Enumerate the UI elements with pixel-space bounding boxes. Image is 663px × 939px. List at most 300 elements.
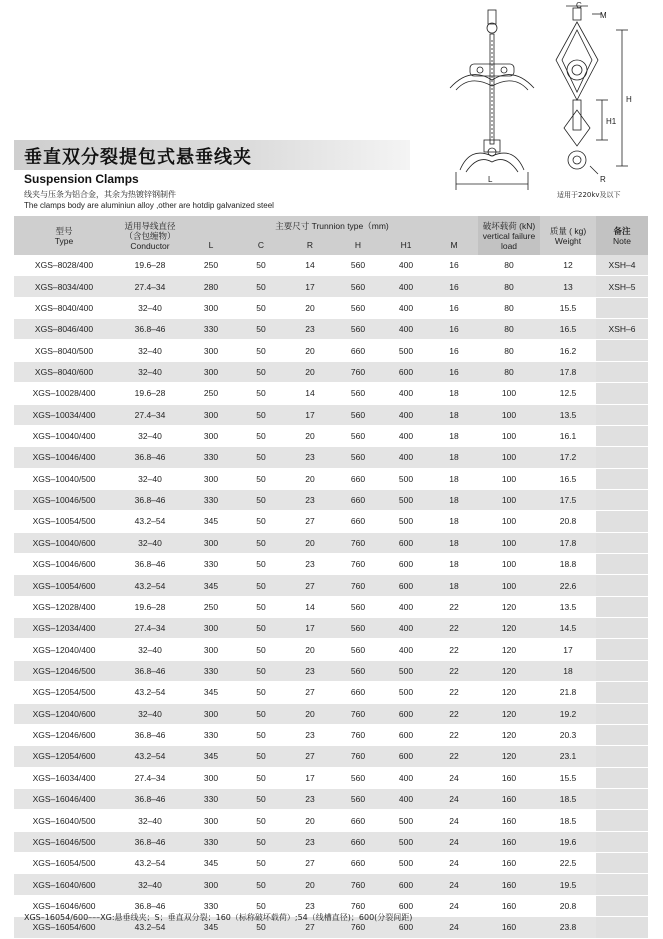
cell-h1: 400 bbox=[382, 767, 430, 788]
dim-label-c: C bbox=[576, 1, 582, 10]
cell-h: 760 bbox=[334, 724, 382, 745]
cell-m: 22 bbox=[430, 703, 478, 724]
cell-c: 50 bbox=[236, 532, 286, 553]
table-row bbox=[14, 831, 648, 852]
cell-h: 760 bbox=[334, 746, 382, 767]
cell-type: XGS–16034/400 bbox=[14, 767, 114, 788]
cell-conductor: 43.2–54 bbox=[114, 917, 186, 938]
cell-l: 330 bbox=[186, 554, 236, 575]
table-row bbox=[14, 618, 648, 639]
cell-m: 24 bbox=[430, 767, 478, 788]
cell-note bbox=[596, 874, 648, 895]
cell-type: XGS–10054/500 bbox=[14, 511, 114, 532]
cell-l: 300 bbox=[186, 703, 236, 724]
cell-h: 560 bbox=[334, 319, 382, 340]
cell-m: 24 bbox=[430, 874, 478, 895]
cell-r: 27 bbox=[286, 746, 334, 767]
cell-type: XGS–8034/400 bbox=[14, 276, 114, 297]
cell-note bbox=[596, 596, 648, 617]
cell-h: 560 bbox=[334, 660, 382, 681]
cell-l: 330 bbox=[186, 788, 236, 809]
cell-c: 50 bbox=[236, 361, 286, 382]
cell-r: 20 bbox=[286, 297, 334, 318]
cell-weight: 17.8 bbox=[540, 361, 596, 382]
cell-c: 50 bbox=[236, 831, 286, 852]
cell-m: 18 bbox=[430, 532, 478, 553]
cell-m: 18 bbox=[430, 447, 478, 468]
cell-type: XGS–8028/400 bbox=[14, 255, 114, 276]
cell-conductor: 32–40 bbox=[114, 810, 186, 831]
table-row bbox=[14, 511, 648, 532]
cell-r: 23 bbox=[286, 724, 334, 745]
cell-type: XGS–16046/600 bbox=[14, 895, 114, 916]
cell-m: 18 bbox=[430, 575, 478, 596]
cell-h: 660 bbox=[334, 340, 382, 361]
cell-load: 100 bbox=[478, 575, 540, 596]
cell-load: 160 bbox=[478, 767, 540, 788]
dim-label-m: M bbox=[600, 11, 607, 20]
header-type: 型号 Type bbox=[14, 216, 114, 255]
cell-weight: 12 bbox=[540, 255, 596, 276]
cell-note bbox=[596, 511, 648, 532]
cell-load: 160 bbox=[478, 853, 540, 874]
cell-h: 560 bbox=[334, 383, 382, 404]
cell-l: 300 bbox=[186, 810, 236, 831]
cell-type: XGS–16054/600 bbox=[14, 917, 114, 938]
cell-load: 100 bbox=[478, 404, 540, 425]
header-weight: 质量 ( kg) Weight bbox=[540, 216, 596, 255]
cell-m: 16 bbox=[430, 319, 478, 340]
cell-note bbox=[596, 575, 648, 596]
cell-m: 24 bbox=[430, 853, 478, 874]
cell-weight: 16.2 bbox=[540, 340, 596, 361]
cell-c: 50 bbox=[236, 404, 286, 425]
cell-type: XGS–10054/600 bbox=[14, 575, 114, 596]
cell-note bbox=[596, 746, 648, 767]
cell-conductor: 36.8–46 bbox=[114, 447, 186, 468]
cell-l: 330 bbox=[186, 319, 236, 340]
cell-l: 345 bbox=[186, 575, 236, 596]
cell-m: 18 bbox=[430, 404, 478, 425]
table-row bbox=[14, 682, 648, 703]
cell-m: 24 bbox=[430, 810, 478, 831]
table-row bbox=[14, 853, 648, 874]
table-row bbox=[14, 724, 648, 745]
cell-type: XGS–10046/400 bbox=[14, 447, 114, 468]
cell-note bbox=[596, 767, 648, 788]
cell-r: 20 bbox=[286, 361, 334, 382]
cell-type: XGS–8046/400 bbox=[14, 319, 114, 340]
cell-conductor: 43.2–54 bbox=[114, 575, 186, 596]
cell-conductor: 36.8–46 bbox=[114, 660, 186, 681]
cell-r: 23 bbox=[286, 831, 334, 852]
cell-l: 300 bbox=[186, 297, 236, 318]
cell-c: 50 bbox=[236, 297, 286, 318]
cell-h: 560 bbox=[334, 788, 382, 809]
cell-conductor: 32–40 bbox=[114, 874, 186, 895]
cell-h: 760 bbox=[334, 554, 382, 575]
cell-conductor: 36.8–46 bbox=[114, 319, 186, 340]
cell-h1: 400 bbox=[382, 404, 430, 425]
cell-load: 120 bbox=[478, 618, 540, 639]
cell-conductor: 27.4–34 bbox=[114, 767, 186, 788]
cell-h1: 600 bbox=[382, 874, 430, 895]
cell-c: 50 bbox=[236, 895, 286, 916]
cell-r: 23 bbox=[286, 788, 334, 809]
cell-h1: 500 bbox=[382, 810, 430, 831]
cell-h: 560 bbox=[334, 767, 382, 788]
cell-conductor: 43.2–54 bbox=[114, 746, 186, 767]
table-row bbox=[14, 703, 648, 724]
cell-c: 50 bbox=[236, 425, 286, 446]
cell-h1: 600 bbox=[382, 575, 430, 596]
cell-load: 100 bbox=[478, 468, 540, 489]
cell-m: 22 bbox=[430, 639, 478, 660]
cell-r: 27 bbox=[286, 853, 334, 874]
cell-weight: 20.8 bbox=[540, 895, 596, 916]
cell-weight: 13.5 bbox=[540, 596, 596, 617]
cell-weight: 17.8 bbox=[540, 532, 596, 553]
cell-m: 22 bbox=[430, 660, 478, 681]
cell-m: 22 bbox=[430, 682, 478, 703]
cell-h: 760 bbox=[334, 874, 382, 895]
table-row bbox=[14, 489, 648, 510]
cell-weight: 19.2 bbox=[540, 703, 596, 724]
cell-h: 760 bbox=[334, 532, 382, 553]
cell-r: 20 bbox=[286, 810, 334, 831]
cell-type: XGS–8040/400 bbox=[14, 297, 114, 318]
cell-m: 18 bbox=[430, 554, 478, 575]
cell-load: 160 bbox=[478, 895, 540, 916]
cell-h: 660 bbox=[334, 511, 382, 532]
cell-weight: 20.8 bbox=[540, 511, 596, 532]
table-row bbox=[14, 319, 648, 340]
cell-conductor: 43.2–54 bbox=[114, 511, 186, 532]
cell-note bbox=[596, 383, 648, 404]
cell-c: 50 bbox=[236, 660, 286, 681]
cell-h1: 400 bbox=[382, 319, 430, 340]
cell-h1: 400 bbox=[382, 297, 430, 318]
cell-c: 50 bbox=[236, 703, 286, 724]
cell-load: 100 bbox=[478, 532, 540, 553]
cell-h1: 400 bbox=[382, 788, 430, 809]
cell-load: 120 bbox=[478, 639, 540, 660]
dim-label-r: R bbox=[600, 175, 606, 184]
cell-l: 330 bbox=[186, 489, 236, 510]
cell-note bbox=[596, 660, 648, 681]
cell-m: 18 bbox=[430, 425, 478, 446]
cell-r: 27 bbox=[286, 682, 334, 703]
cell-c: 50 bbox=[236, 767, 286, 788]
cell-conductor: 36.8–46 bbox=[114, 788, 186, 809]
cell-l: 345 bbox=[186, 853, 236, 874]
table-row bbox=[14, 404, 648, 425]
cell-weight: 18.5 bbox=[540, 810, 596, 831]
header-m: M bbox=[430, 235, 478, 255]
cell-c: 50 bbox=[236, 489, 286, 510]
cell-h1: 600 bbox=[382, 917, 430, 938]
spec-table-body bbox=[14, 255, 648, 938]
cell-note: XSH–6 bbox=[596, 319, 648, 340]
cell-r: 20 bbox=[286, 468, 334, 489]
cell-type: XGS–8040/600 bbox=[14, 361, 114, 382]
cell-h1: 500 bbox=[382, 831, 430, 852]
cell-h: 560 bbox=[334, 404, 382, 425]
table-row bbox=[14, 639, 648, 660]
cell-h: 660 bbox=[334, 831, 382, 852]
cell-load: 120 bbox=[478, 724, 540, 745]
cell-type: XGS–16046/400 bbox=[14, 788, 114, 809]
cell-l: 345 bbox=[186, 682, 236, 703]
dim-label-h1: H1 bbox=[606, 117, 617, 126]
cell-r: 20 bbox=[286, 340, 334, 361]
cell-m: 22 bbox=[430, 618, 478, 639]
cell-h1: 500 bbox=[382, 468, 430, 489]
cell-h: 660 bbox=[334, 468, 382, 489]
cell-l: 345 bbox=[186, 746, 236, 767]
cell-l: 330 bbox=[186, 724, 236, 745]
cell-weight: 13 bbox=[540, 276, 596, 297]
cell-weight: 19.6 bbox=[540, 831, 596, 852]
table-row bbox=[14, 660, 648, 681]
table-row bbox=[14, 788, 648, 809]
cell-r: 20 bbox=[286, 532, 334, 553]
cell-note bbox=[596, 404, 648, 425]
header-load: 破坏载荷 (kN) vertical failure load bbox=[478, 216, 540, 255]
cell-m: 24 bbox=[430, 788, 478, 809]
table-row bbox=[14, 767, 648, 788]
table-row bbox=[14, 425, 648, 446]
cell-h1: 600 bbox=[382, 724, 430, 745]
cell-load: 80 bbox=[478, 319, 540, 340]
cell-note bbox=[596, 703, 648, 724]
cell-h: 560 bbox=[334, 425, 382, 446]
cell-weight: 20.3 bbox=[540, 724, 596, 745]
cell-m: 24 bbox=[430, 917, 478, 938]
header-c: C bbox=[236, 235, 286, 255]
cell-type: XGS–16040/500 bbox=[14, 810, 114, 831]
cell-conductor: 32–40 bbox=[114, 639, 186, 660]
cell-weight: 18.8 bbox=[540, 554, 596, 575]
cell-note bbox=[596, 532, 648, 553]
cell-type: XGS–10034/400 bbox=[14, 404, 114, 425]
table-row bbox=[14, 255, 648, 276]
dim-label-h: H bbox=[626, 95, 632, 104]
cell-load: 100 bbox=[478, 425, 540, 446]
model-code-legend: XGS–16054/600–––XG:悬垂线夹；S；垂直双分裂；160（标称破坏载荷）;54（线槽直径)；600(分裂间距) bbox=[24, 913, 413, 922]
cell-h1: 400 bbox=[382, 639, 430, 660]
cell-conductor: 19.6–28 bbox=[114, 255, 186, 276]
cell-weight: 17.5 bbox=[540, 489, 596, 510]
header-conductor: 适用导线直径 （含包缠物） Conductor bbox=[114, 216, 186, 255]
cell-h1: 400 bbox=[382, 447, 430, 468]
cell-conductor: 32–40 bbox=[114, 532, 186, 553]
cell-note: XSH–5 bbox=[596, 276, 648, 297]
cell-type: XGS–8040/500 bbox=[14, 340, 114, 361]
cell-note bbox=[596, 831, 648, 852]
cell-r: 23 bbox=[286, 319, 334, 340]
cell-h1: 600 bbox=[382, 361, 430, 382]
cell-r: 20 bbox=[286, 639, 334, 660]
cell-conductor: 36.8–46 bbox=[114, 831, 186, 852]
cell-conductor: 43.2–54 bbox=[114, 853, 186, 874]
cell-h: 560 bbox=[334, 447, 382, 468]
cell-h1: 500 bbox=[382, 489, 430, 510]
cell-type: XGS–10040/500 bbox=[14, 468, 114, 489]
cell-l: 300 bbox=[186, 767, 236, 788]
cell-h: 560 bbox=[334, 618, 382, 639]
cell-load: 80 bbox=[478, 276, 540, 297]
cell-r: 27 bbox=[286, 511, 334, 532]
cell-note bbox=[596, 425, 648, 446]
cell-load: 160 bbox=[478, 917, 540, 938]
cell-m: 22 bbox=[430, 746, 478, 767]
cell-weight: 19.5 bbox=[540, 874, 596, 895]
cell-c: 50 bbox=[236, 746, 286, 767]
cell-type: XGS–10028/400 bbox=[14, 383, 114, 404]
cell-c: 50 bbox=[236, 319, 286, 340]
cell-load: 100 bbox=[478, 554, 540, 575]
cell-type: XGS–12054/500 bbox=[14, 682, 114, 703]
dim-label-l: L bbox=[488, 175, 493, 184]
cell-r: 27 bbox=[286, 917, 334, 938]
cell-m: 16 bbox=[430, 361, 478, 382]
cell-conductor: 32–40 bbox=[114, 468, 186, 489]
cell-h1: 500 bbox=[382, 853, 430, 874]
cell-h1: 600 bbox=[382, 532, 430, 553]
cell-r: 20 bbox=[286, 703, 334, 724]
cell-conductor: 19.6–28 bbox=[114, 596, 186, 617]
clamp-drawing-svg bbox=[430, 0, 663, 205]
cell-m: 16 bbox=[430, 276, 478, 297]
cell-h1: 400 bbox=[382, 618, 430, 639]
cell-l: 300 bbox=[186, 618, 236, 639]
cell-load: 100 bbox=[478, 489, 540, 510]
table-row bbox=[14, 596, 648, 617]
spec-table bbox=[14, 216, 648, 939]
cell-l: 345 bbox=[186, 511, 236, 532]
cell-l: 300 bbox=[186, 340, 236, 361]
cell-h1: 400 bbox=[382, 255, 430, 276]
cell-note bbox=[596, 297, 648, 318]
cell-weight: 15.5 bbox=[540, 767, 596, 788]
table-row bbox=[14, 383, 648, 404]
cell-weight: 22.6 bbox=[540, 575, 596, 596]
cell-r: 14 bbox=[286, 383, 334, 404]
cell-h: 760 bbox=[334, 575, 382, 596]
drawing-caption: 适用于220kv及以下 bbox=[557, 191, 621, 199]
cell-type: XGS–16046/500 bbox=[14, 831, 114, 852]
cell-note bbox=[596, 810, 648, 831]
cell-c: 50 bbox=[236, 468, 286, 489]
cell-h1: 400 bbox=[382, 383, 430, 404]
cell-note: XSH–4 bbox=[596, 255, 648, 276]
cell-load: 120 bbox=[478, 682, 540, 703]
cell-l: 280 bbox=[186, 276, 236, 297]
cell-r: 17 bbox=[286, 404, 334, 425]
cell-h: 660 bbox=[334, 810, 382, 831]
cell-c: 50 bbox=[236, 596, 286, 617]
cell-c: 50 bbox=[236, 639, 286, 660]
cell-l: 250 bbox=[186, 255, 236, 276]
cell-type: XGS–12040/400 bbox=[14, 639, 114, 660]
cell-type: XGS–12046/500 bbox=[14, 660, 114, 681]
cell-h1: 500 bbox=[382, 682, 430, 703]
cell-conductor: 36.8–46 bbox=[114, 554, 186, 575]
cell-l: 300 bbox=[186, 532, 236, 553]
cell-load: 120 bbox=[478, 703, 540, 724]
cell-h: 760 bbox=[334, 703, 382, 724]
cell-note bbox=[596, 554, 648, 575]
table-row bbox=[14, 297, 648, 318]
header-h1: H1 bbox=[382, 235, 430, 255]
cell-load: 160 bbox=[478, 831, 540, 852]
cell-m: 22 bbox=[430, 724, 478, 745]
cell-note bbox=[596, 682, 648, 703]
table-row bbox=[14, 340, 648, 361]
cell-r: 23 bbox=[286, 660, 334, 681]
cell-weight: 23.8 bbox=[540, 917, 596, 938]
cell-load: 120 bbox=[478, 596, 540, 617]
cell-type: XGS–12034/400 bbox=[14, 618, 114, 639]
cell-weight: 13.5 bbox=[540, 404, 596, 425]
cell-h1: 400 bbox=[382, 425, 430, 446]
cell-weight: 16.5 bbox=[540, 319, 596, 340]
cell-weight: 14.5 bbox=[540, 618, 596, 639]
cell-m: 16 bbox=[430, 340, 478, 361]
cell-l: 300 bbox=[186, 404, 236, 425]
table-row bbox=[14, 447, 648, 468]
cell-c: 50 bbox=[236, 447, 286, 468]
cell-note bbox=[596, 853, 648, 874]
cell-l: 250 bbox=[186, 596, 236, 617]
cell-h: 660 bbox=[334, 853, 382, 874]
header-h: H bbox=[334, 235, 382, 255]
cell-c: 50 bbox=[236, 853, 286, 874]
cell-note bbox=[596, 895, 648, 916]
material-note-cn: 线夹与压条为铝合金，其余为热镀锌钢制件 bbox=[24, 190, 176, 199]
cell-load: 100 bbox=[478, 447, 540, 468]
cell-weight: 23.1 bbox=[540, 746, 596, 767]
cell-load: 160 bbox=[478, 874, 540, 895]
cell-weight: 18.5 bbox=[540, 788, 596, 809]
cell-c: 50 bbox=[236, 554, 286, 575]
cell-weight: 16.5 bbox=[540, 468, 596, 489]
header-r: R bbox=[286, 235, 334, 255]
cell-l: 300 bbox=[186, 639, 236, 660]
cell-conductor: 32–40 bbox=[114, 703, 186, 724]
cell-load: 160 bbox=[478, 788, 540, 809]
cell-h: 560 bbox=[334, 639, 382, 660]
page-title: 垂直双分裂提包式悬垂线夹 bbox=[24, 147, 252, 168]
cell-note bbox=[596, 788, 648, 809]
cell-h: 560 bbox=[334, 255, 382, 276]
cell-c: 50 bbox=[236, 276, 286, 297]
cell-r: 17 bbox=[286, 618, 334, 639]
cell-type: XGS–10046/500 bbox=[14, 489, 114, 510]
page-subtitle: Suspension Clamps bbox=[24, 172, 139, 186]
cell-c: 50 bbox=[236, 511, 286, 532]
material-note-en: The clamps body are aluminiun alloy ,other are hotdip galvanized steel bbox=[24, 201, 274, 210]
cell-h1: 600 bbox=[382, 554, 430, 575]
cell-h: 560 bbox=[334, 596, 382, 617]
cell-h: 660 bbox=[334, 489, 382, 510]
cell-c: 50 bbox=[236, 917, 286, 938]
cell-r: 27 bbox=[286, 575, 334, 596]
cell-load: 100 bbox=[478, 511, 540, 532]
cell-l: 330 bbox=[186, 895, 236, 916]
cell-r: 17 bbox=[286, 767, 334, 788]
